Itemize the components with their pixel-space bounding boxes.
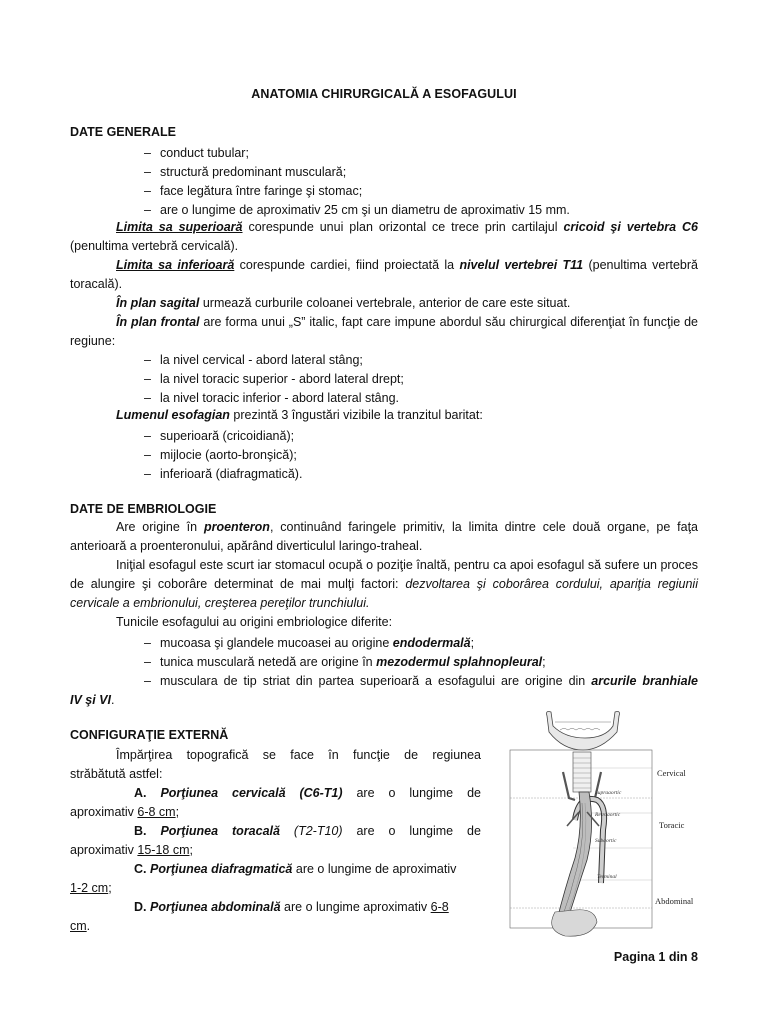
figure-label-cervical: Cervical (657, 768, 686, 778)
portiune-toracala: B. Porţiunea toracală (T2-T10) are o lungime de (134, 824, 481, 838)
section-heading-configuratie: CONFIGURAŢIE EXTERNĂ (70, 728, 229, 742)
portiune-diafragmatica: C. Porţiunea diafragmatică are o lungime de aproximativ (134, 862, 457, 876)
document-title: ANATOMIA CHIRURGICALĂ A ESOFAGULUI (251, 87, 517, 101)
section-heading-embriologie: DATE DE EMBRIOLOGIE (70, 502, 217, 516)
list-item: – structură predominant musculară; (144, 165, 347, 179)
section-heading-date-generale: DATE GENERALE (70, 125, 177, 139)
paragraph-plan-frontal: În plan frontal are forma unui „S” italic, fapt care impune abordul său chirurgical diferenţiat în funcţie de regiune: (70, 315, 698, 348)
paragraph-alungire: Iniţial esofagul este scurt iar stomacul ocupă o poziţie înaltă, pentru ca apoi esofagul să sufere un proces de alungire şi coborâre determinat de mai mulţi factori: dezvoltarea şi coborârea cordului, apariţia regiunii cervicale a embrionului, creşterea pereţilor trunchiului. (70, 558, 698, 610)
list-item: – mucoasa şi glandele mucoasei au origine endodermală; (144, 636, 475, 650)
list-item: – are o lungime de aproximativ 25 cm şi un diametru de aproximativ 15 mm. (144, 203, 570, 217)
portiune-abdominala: D. Porţiunea abdominală are o lungime aproximativ 6-8 (134, 900, 449, 914)
figure-label-abdominal: Abdominal (655, 896, 694, 906)
portiune-cervicala-cont: aproximativ 6-8 cm; (70, 805, 180, 819)
list-item: – face legătura între faringe şi stomac; (144, 184, 363, 198)
paragraph-lumenul: Lumenul esofagian prezintă 3 îngustări vizibile la tranzitul baritat: (116, 408, 483, 422)
paragraph-limita-superioara: Limita sa superioară corespunde unui plan orizontal ce trece prin cartilajul cricoid şi vertebra C6 (penultima vertebră cervicală). (70, 220, 699, 253)
paragraph-origine: Are origine în proenteron, continuând faringele primitiv, la limita dintre cele două organe, pe faţa anterioară a proenteronului, apărând diverticulul laringo-traheal. (70, 520, 699, 553)
portiune-cervicala: A. Porţiunea cervicală (C6-T1) are o lungime de (134, 786, 481, 800)
paragraph-impartirea: Împărţirea topografică se face în funcţie de regiunea (116, 748, 481, 762)
figure-sublabel: Terminal (597, 874, 617, 880)
portiune-diafragmatica-cont: 1-2 cm; (70, 881, 112, 895)
page-number: Pagina 1 din 8 (613, 950, 698, 964)
list-item: – la nivel toracic superior - abord lateral drept; (144, 372, 404, 386)
paragraph-limita-inferioara: Limita sa inferioară corespunde cardiei, fiind proiectată la nivelul vertebrei T11 (penultima vertebră toracală). (70, 258, 698, 291)
list-item: – inferioară (diafragmatică). (144, 467, 303, 481)
paragraph-plan-sagital: În plan sagital urmează curburile coloanei vertebrale, anterior de care este situat. (116, 296, 571, 310)
list-item: – la nivel toracic inferior - abord lateral stâng. (144, 391, 400, 405)
paragraph-tunicile: Tunicile esofagului au origini embriologice diferite: (116, 615, 393, 629)
figure-sublabel: Supraaortic (595, 790, 622, 796)
list-item-continuation: IV şi VI. (70, 693, 115, 707)
figure-label-toracic: Toracic (659, 820, 685, 830)
portiune-toracala-cont: aproximativ 15-18 cm; (70, 843, 193, 857)
list-item: – conduct tubular; (144, 146, 249, 160)
list-item: – musculara de tip striat din partea superioară a esofagului are origine din arcurile branhiale (144, 674, 698, 688)
esophagus-anatomy-illustration (505, 708, 705, 938)
figure-sublabel: Subaortic (595, 838, 617, 844)
portiune-abdominala-cont: cm. (70, 919, 91, 933)
figure-sublabel: Retroaortic (595, 812, 621, 818)
list-item: – mijlocie (aorto-bronşică); (144, 448, 297, 462)
paragraph-impartirea-cont: străbătută astfel: (70, 767, 163, 781)
list-item: – superioară (cricoidiană); (144, 429, 295, 443)
list-item: – la nivel cervical - abord lateral stâng; (144, 353, 363, 367)
list-item: – tunica musculară netedă are origine în mezodermul splahnopleural; (144, 655, 546, 669)
